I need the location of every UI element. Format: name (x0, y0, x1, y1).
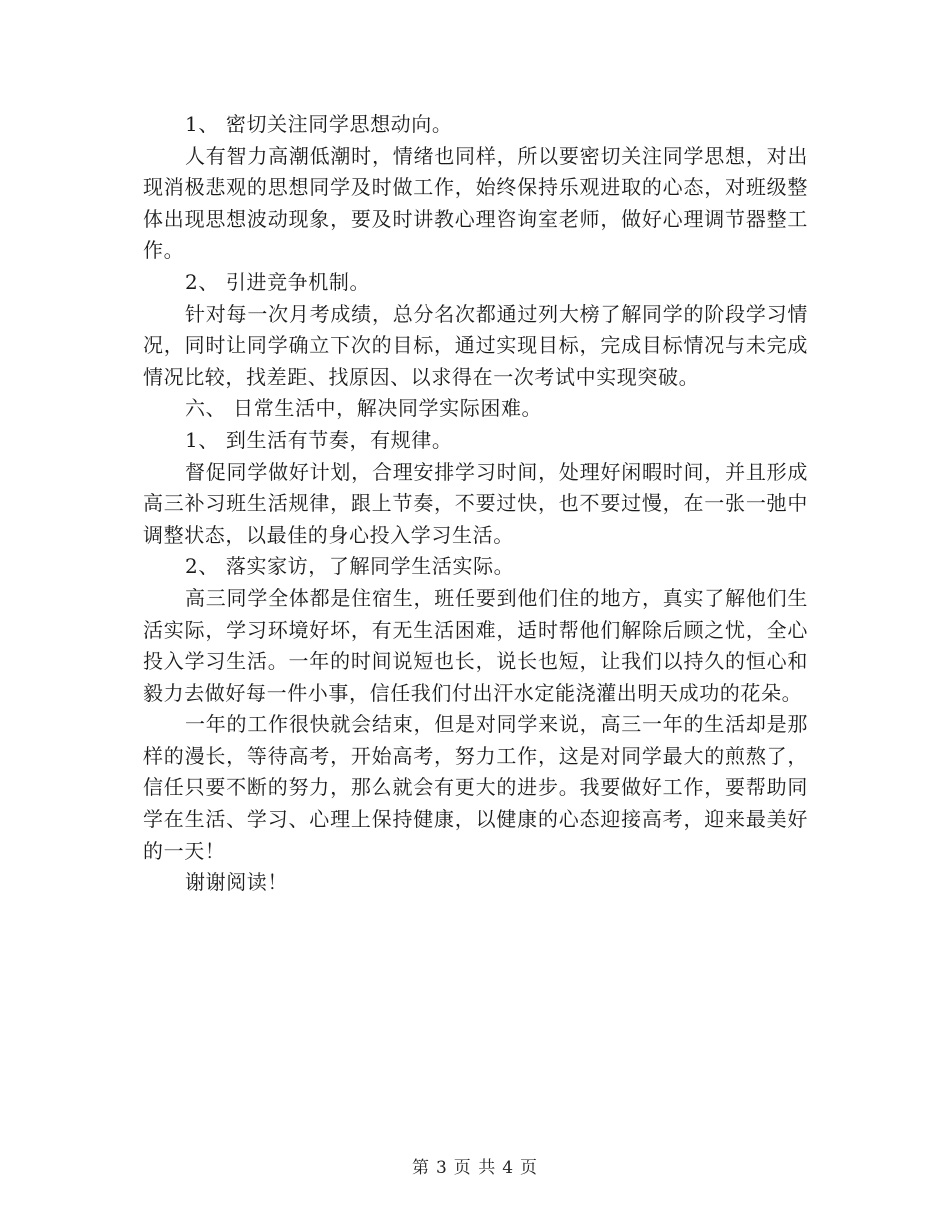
page-footer (0, 1153, 950, 1178)
footer-prefix: 第 (411, 1158, 430, 1178)
closing-line: 谢谢阅读！ (185, 870, 288, 895)
body-paragraph: 针对每一次月考成绩，总分名次都通过列大榜了解同学的阶段学习情况，同时让同学确立下次的目标，通过实现目标，完成目标情况与未完成情况比较，找差距、找原因、以求得在一次考试中实现突破。 (143, 301, 808, 389)
heading-item-1: 1、 到生活有节奏，有规律。 (185, 427, 453, 452)
body-paragraph: 一年的工作很快就会结束，但是对同学来说，高三一年的生活却是那样的漫长，等待高考，开始高考，努力工作，这是对同学最大的煎熬了，信任只要不断的努力，那么就会有更大的进步。我要做好工作，要帮助同学在生活、学习、心理上保持健康，以健康的心态迎接高考，迎来最美好的一天！ (143, 712, 808, 863)
section-heading-six: 六、 日常生活中，解决同学实际困难。 (185, 396, 543, 421)
heading-item-2: 2、 引进竞争机制。 (185, 269, 371, 294)
footer-suffix: 页 (520, 1158, 539, 1178)
heading-item-2: 2、 落实家访，了解同学生活实际。 (185, 554, 515, 579)
footer-middle: 页 共 (453, 1158, 497, 1178)
total-page-count: 4 (502, 1158, 515, 1178)
body-paragraph: 督促同学做好计划，合理安排学习时间，处理好闲暇时间，并且形成高三补习班生活规律，跟上节奏，不要过快，也不要过慢，在一张一弛中调整状态，以最佳的身心投入学习生活。 (143, 459, 808, 547)
heading-item-1: 1、 密切关注同学思想动向。 (185, 112, 453, 136)
document-body (143, 109, 808, 899)
current-page-number: 3 (435, 1158, 448, 1178)
body-paragraph: 高三同学全体都是住宿生，班任要到他们住的地方，真实了解他们生活实际，学习环境好坏，有无生活困难，适时帮他们解除后顾之忧，全心投入学习生活。一年的时间说短也长，说长也短，让我们以持久的恒心和毅力去做好每一件小事，信任我们付出汗水定能浇灌出明天成功的花朵。 (143, 585, 808, 705)
body-paragraph: 人有智力高潮低潮时，情绪也同样，所以要密切关注同学思想，对出现消极悲观的思想同学及时做工作，始终保持乐观进取的心态，对班级整体出现思想波动现象，要及时讲教心理咨询室老师，做好心理调节器整工作。 (143, 143, 808, 263)
